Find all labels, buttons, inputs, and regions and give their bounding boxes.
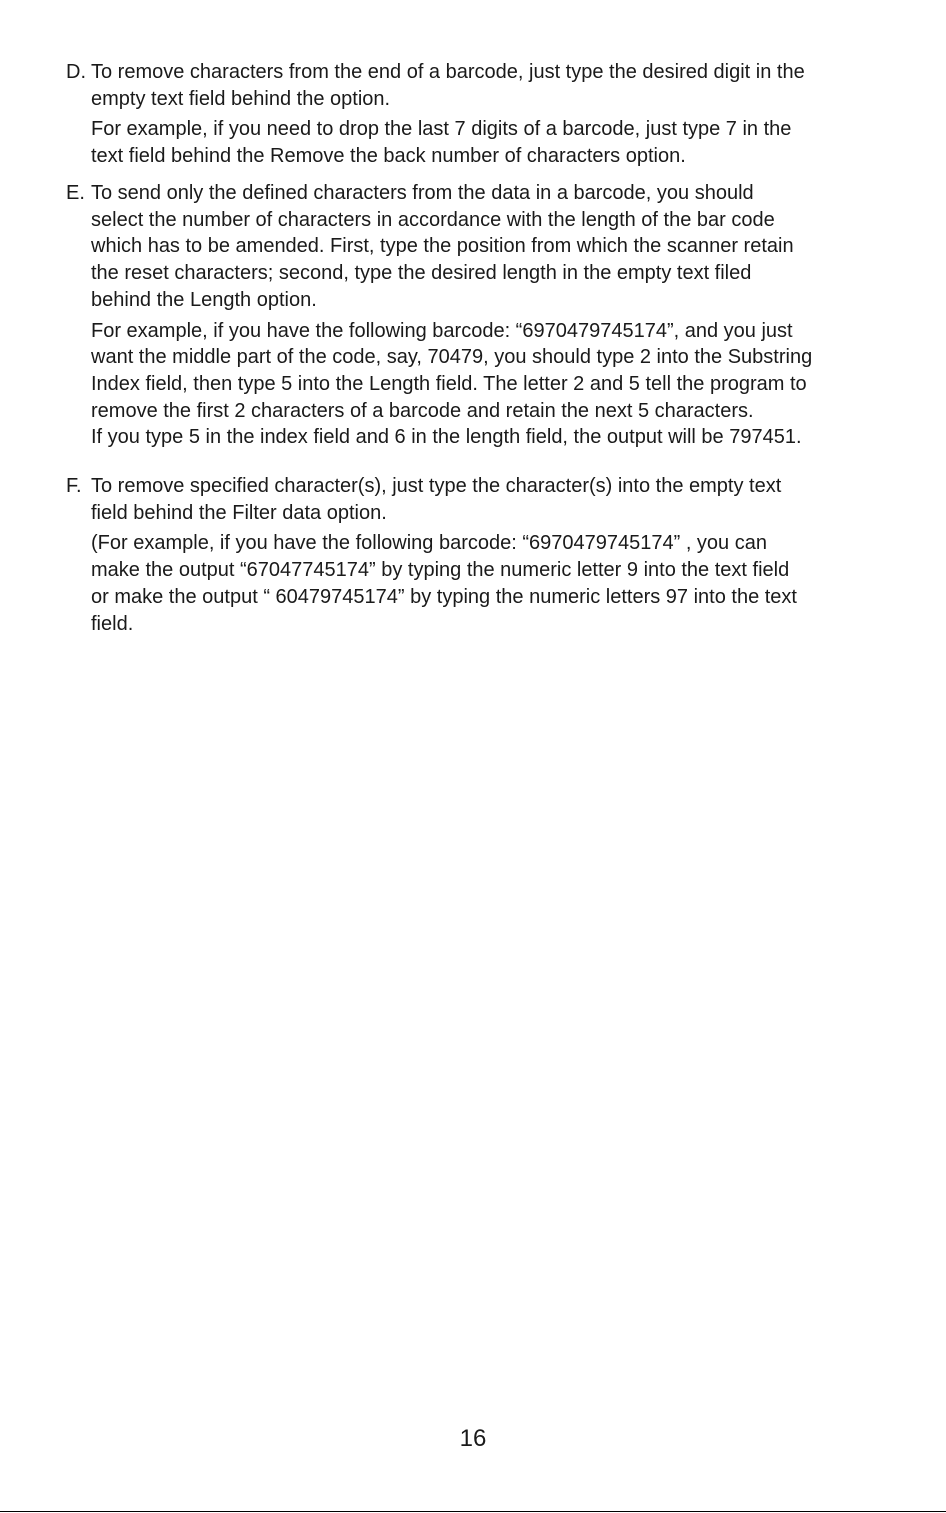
item-body: [91, 473, 896, 637]
item-letter: F.: [66, 475, 82, 497]
item-letter: E.: [66, 182, 85, 204]
paragraph: For example, if you have the following barcode: “6970479745174”, and you just want the middle part of the code, say, 70479, you should type 2 into the Substring Index field, then type 5 into the Length field. The letter 2 and 5 tell the program to remove the first 2 characters of a barcode and retain the next 5 characters. If you type 5 in the index field and 6 in the length field, the output will be 797451.: [91, 319, 813, 449]
page-number: 16: [459, 1425, 487, 1452]
paragraph: To remove characters from the end of a barcode, just type the desired digit in the empty text field behind the option.: [91, 61, 805, 110]
paragraph: To remove specified character(s), just type the character(s) into the empty text field behind the Filter data option.: [91, 475, 782, 524]
paragraph: For example, if you need to drop the last 7 digits of a barcode, just type 7 in the text field behind the Remove the back number of characters option.: [91, 118, 792, 168]
paragraph: (For example, if you have the following barcode: “6970479745174” , you can make the output “67047745174” by typing the numeric letter 9 into the text field or make the output “ 60479745174” by typing the numeric letters 97 into the text field.: [91, 532, 797, 635]
paragraph: To send only the defined characters from the data in a barcode, you should select the number of characters in accordance with the length of the bar code which has to be amended. First, type the position from which the scanner retain the reset characters; second, type the desired length in the empty text filed behind the Length option.: [91, 182, 794, 311]
item-body: [91, 59, 896, 170]
item-body: [91, 180, 896, 451]
item-letter: D.: [66, 61, 86, 83]
bottom-divider: [0, 1511, 946, 1512]
